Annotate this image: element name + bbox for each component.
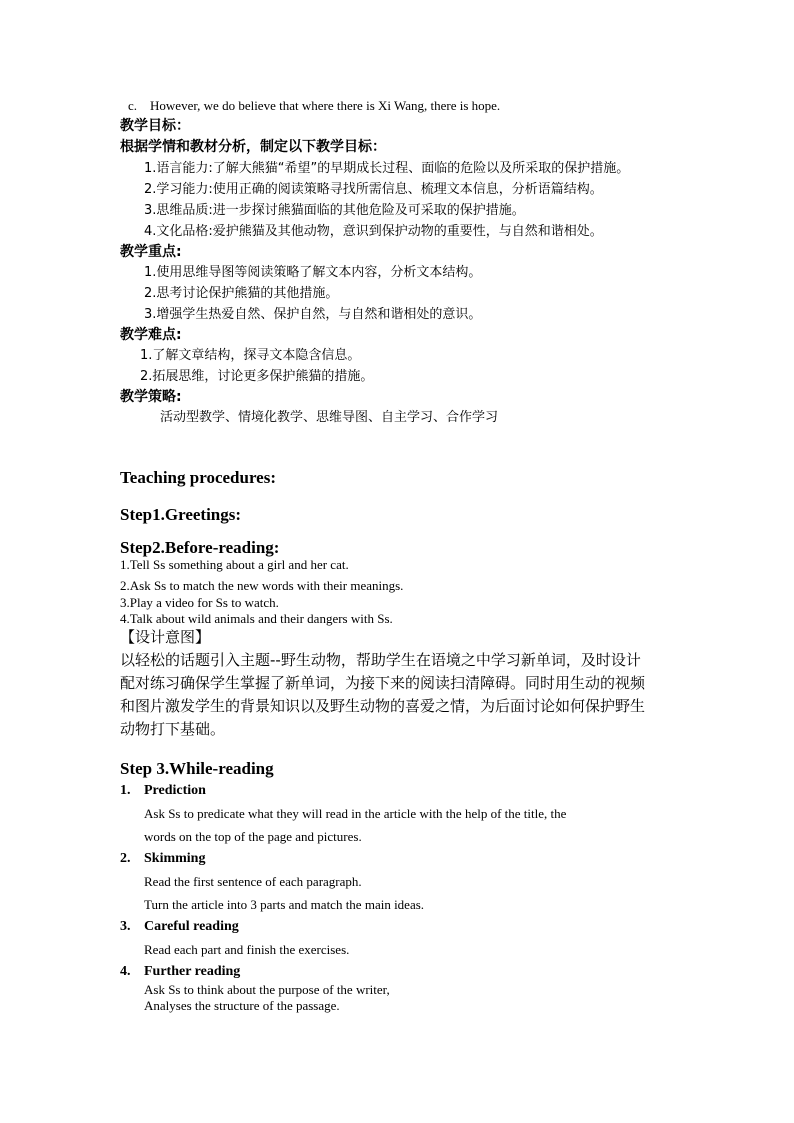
key-point-item: 1.使用思维导图等阅读策略了解文本内容，分析文本结构。 (144, 265, 482, 280)
step3-item-line: Analyses the structure of the passage. (144, 998, 340, 1013)
step3-title: Step 3.While-reading (120, 759, 274, 778)
step1-title: Step1.Greetings: (120, 505, 242, 524)
step2-item: 4.Talk about wild animals and their dangers with Ss. (120, 611, 393, 626)
key-point-item: 2.思考讨论保护熊猫的其他措施。 (144, 286, 339, 301)
key-points-heading: 教学重点: (120, 244, 182, 260)
design-intent-line: 以轻松的话题引入主题--野生动物，帮助学生在语境之中学习新单词，及时设计 (120, 651, 641, 669)
step3-item-line: Read the first sentence of each paragraph. (144, 874, 362, 889)
design-intent-label: 【设计意图】 (120, 628, 211, 646)
step3-item-label: Careful reading (144, 919, 239, 934)
step2-item: 3.Play a video for Ss to watch. (120, 595, 279, 610)
step3-item-line: words on the top of the page and pictures. (144, 829, 362, 844)
strategies-heading: 教学策略: (120, 389, 182, 405)
step3-item-number: 3. (120, 919, 131, 934)
step3-item-number: 4. (120, 964, 131, 979)
step3-item-title (120, 964, 240, 981)
objective-item: 1.语言能力:了解大熊猫“希望”的早期成长过程、面临的危险以及所采取的保护措施。 (144, 161, 630, 176)
strategies-text: 活动型教学、情境化教学、思维导图、自主学习、合作学习 (160, 410, 499, 425)
objective-item: 3.思维品质:进一步探讨熊猫面临的其他危险及可采取的保护措施。 (144, 203, 525, 218)
objectives-heading: 教学目标： (120, 118, 190, 134)
step3-item-title (120, 851, 205, 868)
step2-title: Step2.Before-reading: (120, 538, 280, 557)
step3-item-label: Further reading (144, 964, 241, 979)
design-intent-line: 配对练习确保学生掌握了新单词，为接下来的阅读扫清障碍。同时用生动的视频 (120, 674, 646, 692)
objective-item: 4.文化品格:爱护熊猫及其他动物，意识到保护动物的重要性，与自然和谐相处。 (144, 224, 603, 239)
intro-list-marker: c. (128, 98, 138, 113)
intro-list-text: However, we do believe that where there is Xi Wang, there is hope. (150, 98, 501, 113)
design-intent-line: 动物打下基础。 (120, 720, 226, 738)
key-point-item: 3.增强学生热爱自然、保护自然，与自然和谐相处的意识。 (144, 307, 482, 322)
objective-item: 2.学习能力:使用正确的阅读策略寻找所需信息、梳理文本信息，分析语篇结构。 (144, 182, 603, 197)
step3-item-number: 2. (120, 851, 131, 866)
step3-item-title (120, 919, 239, 936)
step3-item-title (120, 783, 206, 800)
difficulty-item: 2.拓展思维，讨论更多保护熊猫的措施。 (140, 369, 374, 384)
difficulties-heading: 教学难点: (120, 327, 182, 343)
step3-item-line: Ask Ss to think about the purpose of the writer, (144, 982, 390, 997)
difficulty-item: 1.了解文章结构，探寻文本隐含信息。 (140, 348, 361, 363)
procedures-title: Teaching procedures: (120, 468, 277, 487)
step3-item-label: Prediction (144, 783, 206, 798)
step3-item-line: Ask Ss to predicate what they will read in the article with the help of the title, the (144, 806, 567, 821)
intro-list-item (128, 98, 500, 114)
step3-item-number: 1. (120, 783, 131, 798)
step3-item-label: Skimming (144, 851, 206, 866)
objectives-subheading: 根据学情和教材分析，制定以下教学目标： (120, 139, 386, 155)
design-intent-line: 和图片激发学生的背景知识以及野生动物的喜爱之情，为后面讨论如何保护野生 (120, 697, 646, 715)
step2-item: 1.Tell Ss something about a girl and her cat. (120, 557, 349, 572)
step2-item: 2.Ask Ss to match the new words with their meanings. (120, 578, 404, 593)
step3-item-line: Read each part and finish the exercises. (144, 942, 350, 957)
step3-item-line: Turn the article into 3 parts and match the main ideas. (144, 897, 425, 912)
